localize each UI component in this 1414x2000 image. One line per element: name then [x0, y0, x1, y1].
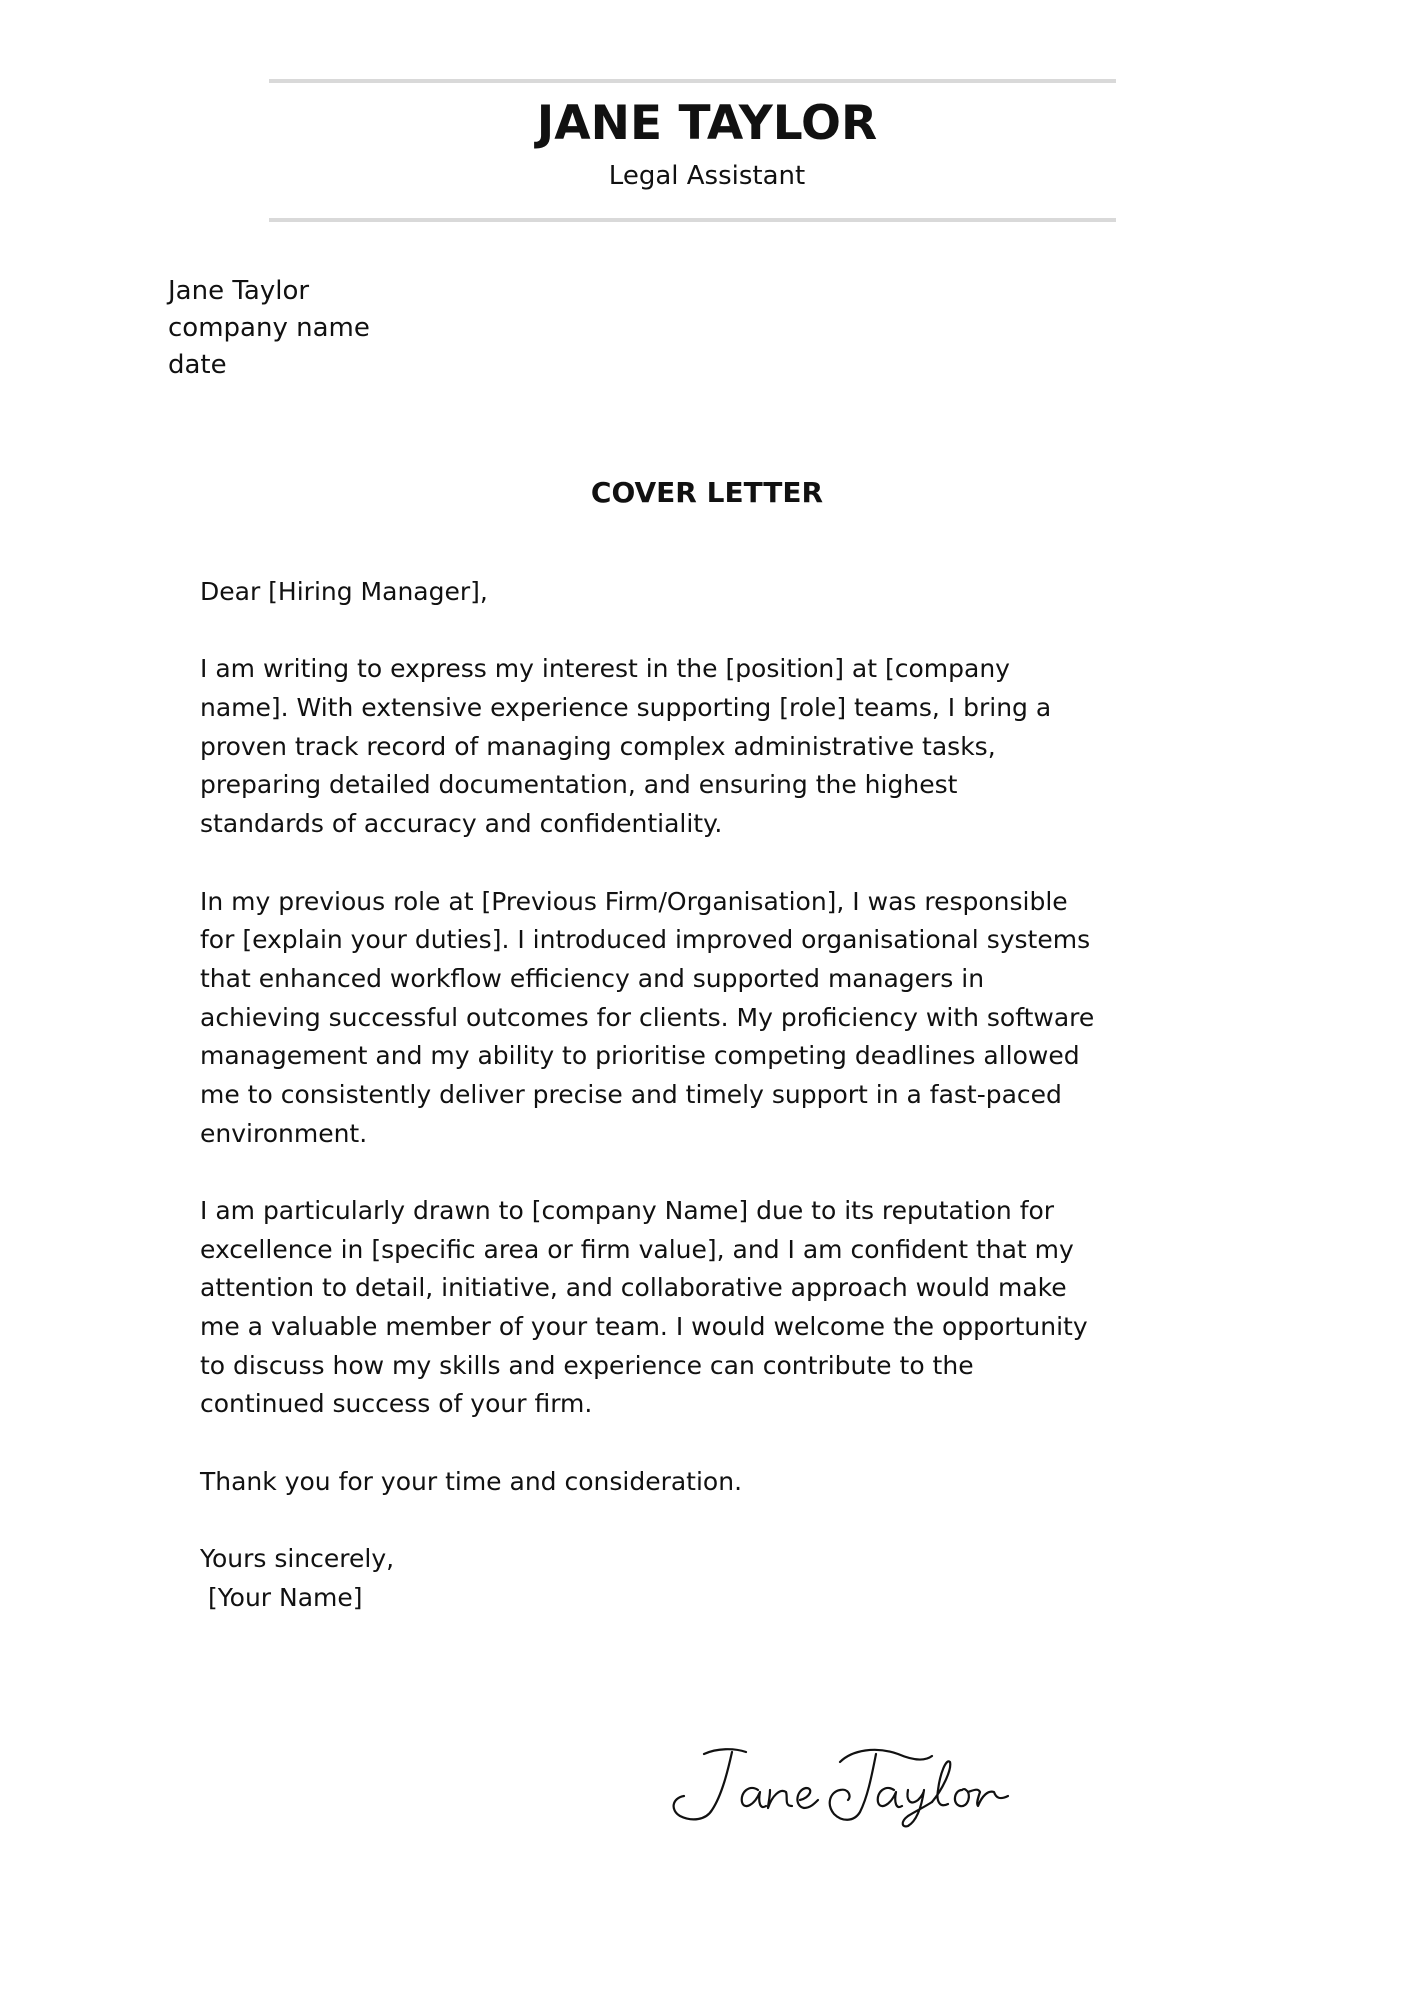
letter-heading: COVER LETTER	[590, 476, 824, 509]
paragraph-line: continued success of your firm.	[200, 1389, 593, 1419]
paragraph-2	[200, 883, 1094, 1154]
paragraph-line: proven track record of managing complex administrative tasks,	[200, 731, 996, 761]
paragraph-line: me to consistently deliver precise and timely support in a fast-paced	[200, 1079, 1062, 1109]
sender-block	[168, 273, 370, 384]
closing-line: Yours sincerely,	[200, 1544, 395, 1574]
paragraph-line: standards of accuracy and confidentiality.	[200, 809, 723, 839]
paragraph-3	[200, 1192, 1094, 1424]
paragraph-line: achieving successful outcomes for clients. My proficiency with software	[200, 1002, 1095, 1032]
handwritten-signature	[662, 1740, 1022, 1830]
sender-company: company name	[168, 313, 370, 343]
paragraph-line: preparing detailed documentation, and ensuring the highest	[200, 770, 958, 800]
paragraph-spacer	[200, 612, 1094, 651]
paragraph-line: name]. With extensive experience supporting [role] teams, I bring a	[200, 693, 1052, 723]
paragraph-line: management and my ability to prioritise competing deadlines allowed	[200, 1041, 1080, 1071]
signature-icon	[662, 1740, 1022, 1830]
paragraph-line: excellence in [specific area or firm value], and I am confident that my	[200, 1234, 1074, 1264]
salutation: Dear [Hiring Manager],	[200, 577, 488, 606]
paragraph-line: for [explain your duties]. I introduced improved organisational systems	[200, 925, 1091, 955]
thank-you-line: Thank you for your time and consideration.	[200, 1466, 743, 1496]
paragraph-spacer	[200, 1502, 1094, 1541]
closing-name: [Your Name]	[200, 1582, 363, 1612]
paragraph-spacer	[200, 1153, 1094, 1192]
paragraph-line: attention to detail, initiative, and collaborative approach would make	[200, 1273, 1067, 1303]
paragraph-line: In my previous role at [Previous Firm/Organisation], I was responsible	[200, 886, 1068, 916]
paragraph-line: environment.	[200, 1118, 368, 1148]
header-bottom-divider	[269, 218, 1116, 222]
paragraph-line: I am particularly drawn to [company Name] due to its reputation for	[200, 1196, 1055, 1225]
sender-date: date	[168, 350, 227, 380]
sender-name: Jane Taylor	[168, 276, 310, 306]
applicant-job-title: Legal Assistant	[608, 161, 806, 191]
paragraph-spacer	[200, 1424, 1094, 1463]
applicant-name: JANE TAYLOR	[536, 96, 878, 151]
header-top-divider	[269, 79, 1116, 83]
paragraph-line: I am writing to express my interest in the [position] at [company	[200, 654, 1010, 684]
paragraph-line: to discuss how my skills and experience can contribute to the	[200, 1350, 974, 1380]
paragraph-1	[200, 650, 1094, 843]
paragraph-line: that enhanced workflow efficiency and supported managers in	[200, 963, 985, 993]
paragraph-line: me a valuable member of your team. I would welcome the opportunity	[200, 1312, 1088, 1342]
paragraph-spacer	[200, 844, 1094, 883]
letter-body	[200, 573, 1094, 1618]
